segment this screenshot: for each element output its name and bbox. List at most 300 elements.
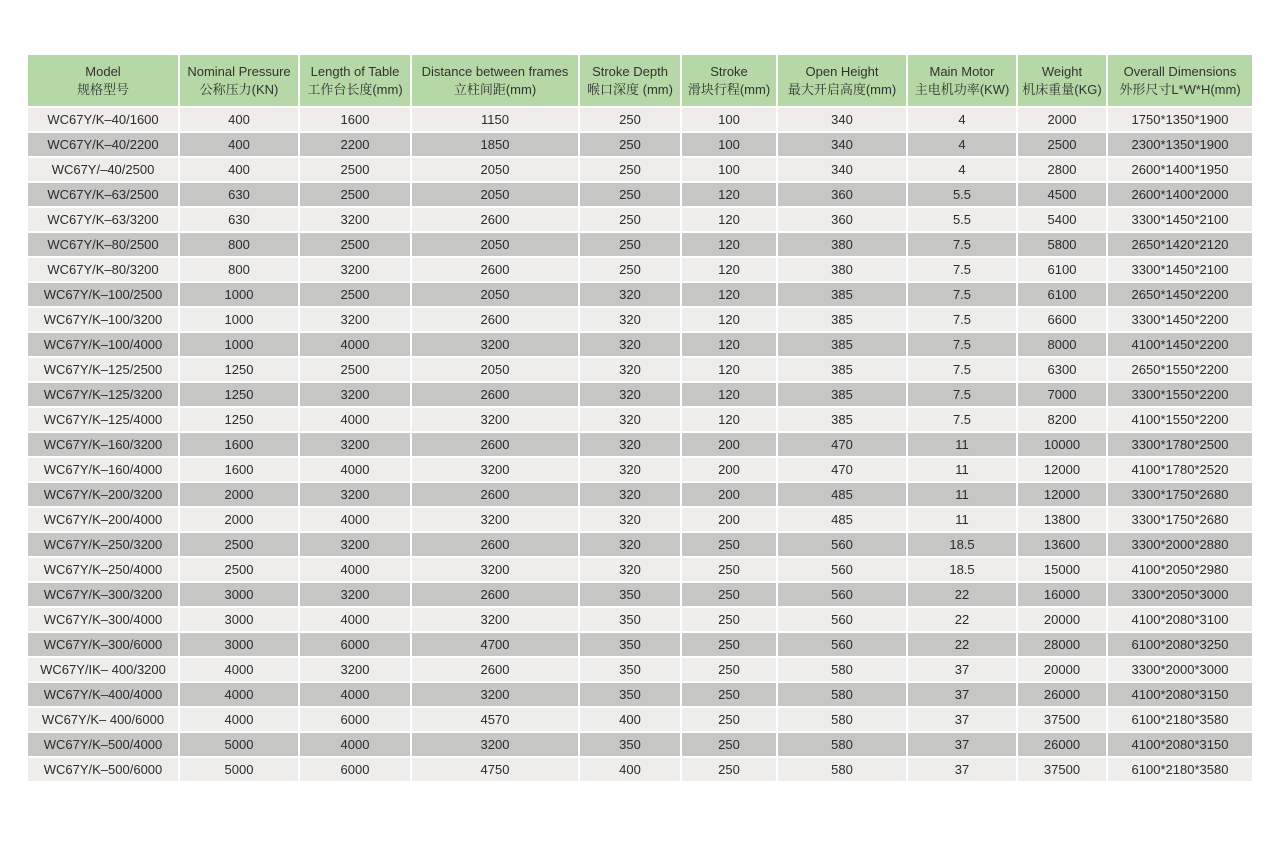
- cell-main-motor: 7.5: [908, 308, 1016, 331]
- cell-stroke-depth: 400: [580, 758, 680, 781]
- cell-length-of-table: 4000: [300, 458, 410, 481]
- cell-distance-between-frames: 1150: [412, 108, 578, 131]
- header-row: [28, 55, 1252, 106]
- cell-main-motor: 18.5: [908, 533, 1016, 556]
- cell-stroke: 100: [682, 158, 776, 181]
- cell-length-of-table: 6000: [300, 708, 410, 731]
- cell-stroke: 250: [682, 633, 776, 656]
- cell-nominal-pressure: 3000: [180, 583, 298, 606]
- cell-distance-between-frames: 2600: [412, 483, 578, 506]
- cell-weight: 6600: [1018, 308, 1106, 331]
- cell-length-of-table: 4000: [300, 558, 410, 581]
- cell-weight: 26000: [1018, 683, 1106, 706]
- cell-open-height: 580: [778, 733, 906, 756]
- cell-overall-dimensions: 3300*1750*2680: [1108, 508, 1252, 531]
- table-row: [28, 333, 1252, 356]
- cell-length-of-table: 3200: [300, 533, 410, 556]
- header-label-zh: 喉口深度 (mm): [587, 81, 673, 97]
- cell-model: WC67Y/K–125/2500: [28, 358, 178, 381]
- cell-distance-between-frames: 3200: [412, 408, 578, 431]
- cell-nominal-pressure: 400: [180, 158, 298, 181]
- cell-length-of-table: 2500: [300, 283, 410, 306]
- cell-open-height: 380: [778, 258, 906, 281]
- cell-stroke-depth: 320: [580, 458, 680, 481]
- cell-distance-between-frames: 3200: [412, 558, 578, 581]
- cell-stroke: 120: [682, 333, 776, 356]
- cell-nominal-pressure: 400: [180, 108, 298, 131]
- cell-stroke: 200: [682, 458, 776, 481]
- header-label-zh: 公称压力(KN): [199, 81, 279, 97]
- cell-model: WC67Y/K–200/4000: [28, 508, 178, 531]
- cell-distance-between-frames: 4700: [412, 633, 578, 656]
- header-label-zh: 滑块行程(mm): [687, 81, 771, 97]
- cell-stroke-depth: 320: [580, 283, 680, 306]
- table-row: [28, 258, 1252, 281]
- cell-overall-dimensions: 2300*1350*1900: [1108, 133, 1252, 156]
- header-cell-model: [28, 55, 178, 106]
- cell-distance-between-frames: 3200: [412, 608, 578, 631]
- cell-overall-dimensions: 3300*2000*2880: [1108, 533, 1252, 556]
- cell-open-height: 580: [778, 758, 906, 781]
- cell-nominal-pressure: 1000: [180, 308, 298, 331]
- cell-open-height: 360: [778, 183, 906, 206]
- cell-stroke-depth: 400: [580, 708, 680, 731]
- cell-main-motor: 7.5: [908, 358, 1016, 381]
- cell-distance-between-frames: 2050: [412, 358, 578, 381]
- cell-distance-between-frames: 3200: [412, 333, 578, 356]
- cell-length-of-table: 4000: [300, 683, 410, 706]
- cell-model: WC67Y/K–100/4000: [28, 333, 178, 356]
- cell-main-motor: 37: [908, 758, 1016, 781]
- cell-weight: 20000: [1018, 658, 1106, 681]
- cell-length-of-table: 4000: [300, 408, 410, 431]
- cell-weight: 12000: [1018, 483, 1106, 506]
- cell-stroke: 120: [682, 308, 776, 331]
- table-row: [28, 658, 1252, 681]
- cell-weight: 16000: [1018, 583, 1106, 606]
- cell-stroke-depth: 320: [580, 558, 680, 581]
- cell-model: WC67Y/K–160/3200: [28, 433, 178, 456]
- cell-overall-dimensions: 3300*2000*3000: [1108, 658, 1252, 681]
- cell-distance-between-frames: 2600: [412, 308, 578, 331]
- cell-stroke-depth: 250: [580, 233, 680, 256]
- cell-distance-between-frames: 3200: [412, 683, 578, 706]
- cell-main-motor: 22: [908, 633, 1016, 656]
- cell-overall-dimensions: 6100*2180*3580: [1108, 708, 1252, 731]
- cell-distance-between-frames: 4750: [412, 758, 578, 781]
- header-label-en: Model: [85, 63, 121, 79]
- table-row: [28, 458, 1252, 481]
- header-cell-stroke-depth: [580, 55, 680, 106]
- cell-length-of-table: 3200: [300, 483, 410, 506]
- cell-overall-dimensions: 2600*1400*2000: [1108, 183, 1252, 206]
- cell-stroke-depth: 350: [580, 608, 680, 631]
- cell-open-height: 485: [778, 508, 906, 531]
- cell-model: WC67Y/IK– 400/3200: [28, 658, 178, 681]
- table-row: [28, 758, 1252, 781]
- cell-stroke-depth: 320: [580, 408, 680, 431]
- cell-model: WC67Y/K–100/2500: [28, 283, 178, 306]
- cell-nominal-pressure: 1600: [180, 458, 298, 481]
- header-label-en: Stroke Depth: [592, 63, 668, 79]
- cell-weight: 2000: [1018, 108, 1106, 131]
- cell-model: WC67Y/–40/2500: [28, 158, 178, 181]
- cell-length-of-table: 2200: [300, 133, 410, 156]
- cell-model: WC67Y/K–300/3200: [28, 583, 178, 606]
- cell-distance-between-frames: 1850: [412, 133, 578, 156]
- cell-distance-between-frames: 3200: [412, 458, 578, 481]
- header-cell-length-of-table: [300, 55, 410, 106]
- cell-stroke: 120: [682, 183, 776, 206]
- cell-overall-dimensions: 3300*1450*2200: [1108, 308, 1252, 331]
- cell-model: WC67Y/K–250/4000: [28, 558, 178, 581]
- cell-stroke-depth: 320: [580, 383, 680, 406]
- cell-stroke: 250: [682, 733, 776, 756]
- cell-nominal-pressure: 3000: [180, 608, 298, 631]
- cell-open-height: 580: [778, 658, 906, 681]
- cell-stroke: 120: [682, 233, 776, 256]
- table-row: [28, 133, 1252, 156]
- cell-nominal-pressure: 5000: [180, 758, 298, 781]
- header-cell-weight: [1018, 55, 1106, 106]
- cell-overall-dimensions: 3300*1550*2200: [1108, 383, 1252, 406]
- cell-stroke-depth: 350: [580, 633, 680, 656]
- cell-main-motor: 4: [908, 158, 1016, 181]
- cell-weight: 26000: [1018, 733, 1106, 756]
- cell-open-height: 470: [778, 458, 906, 481]
- cell-model: WC67Y/K–125/3200: [28, 383, 178, 406]
- cell-model: WC67Y/K–400/4000: [28, 683, 178, 706]
- table-row: [28, 108, 1252, 131]
- cell-weight: 4500: [1018, 183, 1106, 206]
- cell-length-of-table: 3200: [300, 583, 410, 606]
- cell-overall-dimensions: 4100*2050*2980: [1108, 558, 1252, 581]
- cell-weight: 12000: [1018, 458, 1106, 481]
- table-row: [28, 358, 1252, 381]
- cell-length-of-table: 4000: [300, 733, 410, 756]
- table-row: [28, 383, 1252, 406]
- cell-stroke: 100: [682, 108, 776, 131]
- cell-weight: 8200: [1018, 408, 1106, 431]
- cell-model: WC67Y/K–125/4000: [28, 408, 178, 431]
- cell-length-of-table: 6000: [300, 633, 410, 656]
- header-cell-overall-dimensions: [1108, 55, 1252, 106]
- cell-model: WC67Y/K–250/3200: [28, 533, 178, 556]
- table-row: [28, 708, 1252, 731]
- cell-open-height: 560: [778, 633, 906, 656]
- cell-main-motor: 5.5: [908, 183, 1016, 206]
- cell-distance-between-frames: 2600: [412, 208, 578, 231]
- cell-length-of-table: 6000: [300, 758, 410, 781]
- cell-stroke: 120: [682, 208, 776, 231]
- cell-main-motor: 37: [908, 708, 1016, 731]
- cell-overall-dimensions: 3300*1780*2500: [1108, 433, 1252, 456]
- header-label-zh: 规格型号: [76, 81, 129, 97]
- table-row: [28, 308, 1252, 331]
- cell-length-of-table: 2500: [300, 183, 410, 206]
- cell-weight: 37500: [1018, 758, 1106, 781]
- cell-main-motor: 18.5: [908, 558, 1016, 581]
- header-label-zh: 立柱间距(mm): [453, 81, 537, 97]
- header-label-zh: 外形尺寸L*W*H(mm): [1119, 81, 1241, 97]
- cell-stroke: 250: [682, 758, 776, 781]
- cell-overall-dimensions: 1750*1350*1900: [1108, 108, 1252, 131]
- cell-stroke-depth: 320: [580, 308, 680, 331]
- cell-nominal-pressure: 400: [180, 133, 298, 156]
- cell-main-motor: 7.5: [908, 408, 1016, 431]
- table-row: [28, 533, 1252, 556]
- cell-overall-dimensions: 4100*2080*3150: [1108, 683, 1252, 706]
- cell-stroke: 250: [682, 583, 776, 606]
- cell-length-of-table: 4000: [300, 508, 410, 531]
- cell-overall-dimensions: 4100*1550*2200: [1108, 408, 1252, 431]
- table-row: [28, 733, 1252, 756]
- cell-overall-dimensions: 4100*1450*2200: [1108, 333, 1252, 356]
- cell-nominal-pressure: 1600: [180, 433, 298, 456]
- cell-open-height: 380: [778, 233, 906, 256]
- header-label-en: Open Height: [805, 63, 879, 79]
- cell-distance-between-frames: 2600: [412, 383, 578, 406]
- cell-weight: 13600: [1018, 533, 1106, 556]
- cell-length-of-table: 4000: [300, 333, 410, 356]
- table-row: [28, 233, 1252, 256]
- cell-model: WC67Y/K–200/3200: [28, 483, 178, 506]
- cell-weight: 7000: [1018, 383, 1106, 406]
- cell-nominal-pressure: 4000: [180, 658, 298, 681]
- cell-overall-dimensions: 3300*2050*3000: [1108, 583, 1252, 606]
- cell-stroke-depth: 320: [580, 533, 680, 556]
- cell-weight: 6100: [1018, 258, 1106, 281]
- cell-open-height: 385: [778, 383, 906, 406]
- cell-stroke-depth: 350: [580, 583, 680, 606]
- cell-stroke-depth: 250: [580, 158, 680, 181]
- cell-weight: 13800: [1018, 508, 1106, 531]
- cell-stroke: 250: [682, 608, 776, 631]
- header-label-en: Nominal Pressure: [187, 63, 291, 79]
- table-row: [28, 208, 1252, 231]
- cell-nominal-pressure: 630: [180, 183, 298, 206]
- header-label-zh: 最大开启高度(mm): [787, 81, 897, 97]
- table-row: [28, 608, 1252, 631]
- cell-stroke-depth: 350: [580, 733, 680, 756]
- cell-open-height: 340: [778, 158, 906, 181]
- cell-weight: 6100: [1018, 283, 1106, 306]
- cell-nominal-pressure: 2500: [180, 533, 298, 556]
- cell-length-of-table: 3200: [300, 208, 410, 231]
- cell-distance-between-frames: 2050: [412, 233, 578, 256]
- table-row: [28, 558, 1252, 581]
- cell-open-height: 580: [778, 683, 906, 706]
- cell-distance-between-frames: 2050: [412, 283, 578, 306]
- header-label-en: Overall Dimensions: [1123, 63, 1237, 79]
- cell-overall-dimensions: 4100*2080*3100: [1108, 608, 1252, 631]
- cell-open-height: 385: [778, 333, 906, 356]
- cell-open-height: 560: [778, 558, 906, 581]
- cell-model: WC67Y/K–500/6000: [28, 758, 178, 781]
- header-cell-open-height: [778, 55, 906, 106]
- cell-stroke-depth: 320: [580, 508, 680, 531]
- cell-nominal-pressure: 630: [180, 208, 298, 231]
- cell-weight: 6300: [1018, 358, 1106, 381]
- cell-stroke-depth: 350: [580, 658, 680, 681]
- cell-distance-between-frames: 2600: [412, 433, 578, 456]
- cell-main-motor: 11: [908, 483, 1016, 506]
- header-cell-main-motor: [908, 55, 1016, 106]
- cell-main-motor: 7.5: [908, 258, 1016, 281]
- cell-nominal-pressure: 1250: [180, 358, 298, 381]
- cell-stroke-depth: 320: [580, 333, 680, 356]
- cell-stroke: 120: [682, 258, 776, 281]
- cell-length-of-table: 4000: [300, 608, 410, 631]
- cell-distance-between-frames: 2050: [412, 158, 578, 181]
- cell-nominal-pressure: 1250: [180, 383, 298, 406]
- table-row: [28, 433, 1252, 456]
- header-label-zh: 机床重量(KG): [1022, 81, 1102, 97]
- cell-model: WC67Y/K–160/4000: [28, 458, 178, 481]
- cell-main-motor: 37: [908, 733, 1016, 756]
- table-row: [28, 408, 1252, 431]
- cell-nominal-pressure: 1250: [180, 408, 298, 431]
- cell-stroke-depth: 320: [580, 433, 680, 456]
- cell-nominal-pressure: 2000: [180, 508, 298, 531]
- cell-stroke: 250: [682, 533, 776, 556]
- cell-model: WC67Y/K–63/3200: [28, 208, 178, 231]
- cell-overall-dimensions: 3300*1450*2100: [1108, 208, 1252, 231]
- cell-nominal-pressure: 1000: [180, 333, 298, 356]
- cell-stroke-depth: 320: [580, 358, 680, 381]
- cell-nominal-pressure: 800: [180, 258, 298, 281]
- cell-stroke-depth: 250: [580, 108, 680, 131]
- cell-model: WC67Y/K–80/2500: [28, 233, 178, 256]
- cell-weight: 2800: [1018, 158, 1106, 181]
- cell-weight: 2500: [1018, 133, 1106, 156]
- cell-length-of-table: 2500: [300, 233, 410, 256]
- cell-open-height: 560: [778, 583, 906, 606]
- cell-nominal-pressure: 2500: [180, 558, 298, 581]
- table-row: [28, 183, 1252, 206]
- cell-distance-between-frames: 2600: [412, 533, 578, 556]
- cell-model: WC67Y/K–40/2200: [28, 133, 178, 156]
- cell-distance-between-frames: 2600: [412, 258, 578, 281]
- cell-stroke: 120: [682, 383, 776, 406]
- header-cell-distance-between-frames: [412, 55, 578, 106]
- header-cell-nominal-pressure: [180, 55, 298, 106]
- cell-overall-dimensions: 2650*1450*2200: [1108, 283, 1252, 306]
- cell-model: WC67Y/K–40/1600: [28, 108, 178, 131]
- cell-length-of-table: 2500: [300, 358, 410, 381]
- cell-main-motor: 11: [908, 508, 1016, 531]
- cell-length-of-table: 1600: [300, 108, 410, 131]
- cell-length-of-table: 3200: [300, 658, 410, 681]
- cell-nominal-pressure: 4000: [180, 708, 298, 731]
- cell-stroke: 200: [682, 433, 776, 456]
- header-label-zh: 工作台长度(mm): [307, 81, 403, 97]
- cell-model: WC67Y/K–100/3200: [28, 308, 178, 331]
- cell-open-height: 560: [778, 608, 906, 631]
- cell-model: WC67Y/K–63/2500: [28, 183, 178, 206]
- cell-open-height: 580: [778, 708, 906, 731]
- table-row: [28, 683, 1252, 706]
- cell-open-height: 385: [778, 308, 906, 331]
- table-row: [28, 633, 1252, 656]
- cell-model: WC67Y/K– 400/6000: [28, 708, 178, 731]
- cell-weight: 37500: [1018, 708, 1106, 731]
- cell-weight: 10000: [1018, 433, 1106, 456]
- machine-spec-table: [26, 53, 1254, 783]
- cell-distance-between-frames: 4570: [412, 708, 578, 731]
- cell-open-height: 385: [778, 358, 906, 381]
- header-label-en: Distance between frames: [421, 63, 569, 79]
- cell-open-height: 360: [778, 208, 906, 231]
- cell-overall-dimensions: 6100*2180*3580: [1108, 758, 1252, 781]
- table-header: [28, 55, 1252, 106]
- cell-main-motor: 7.5: [908, 233, 1016, 256]
- header-cell-stroke: [682, 55, 776, 106]
- cell-length-of-table: 3200: [300, 383, 410, 406]
- table-row: [28, 158, 1252, 181]
- table-row: [28, 508, 1252, 531]
- table-row: [28, 583, 1252, 606]
- cell-distance-between-frames: 2600: [412, 583, 578, 606]
- cell-weight: 15000: [1018, 558, 1106, 581]
- cell-weight: 8000: [1018, 333, 1106, 356]
- cell-stroke-depth: 350: [580, 683, 680, 706]
- cell-overall-dimensions: 2650*1550*2200: [1108, 358, 1252, 381]
- cell-stroke: 200: [682, 483, 776, 506]
- cell-stroke-depth: 250: [580, 183, 680, 206]
- header-label-en: Main Motor: [929, 63, 995, 79]
- cell-length-of-table: 3200: [300, 308, 410, 331]
- cell-weight: 5800: [1018, 233, 1106, 256]
- cell-main-motor: 7.5: [908, 283, 1016, 306]
- header-label-en: Length of Table: [310, 63, 400, 79]
- cell-model: WC67Y/K–80/3200: [28, 258, 178, 281]
- cell-nominal-pressure: 3000: [180, 633, 298, 656]
- cell-length-of-table: 3200: [300, 433, 410, 456]
- cell-nominal-pressure: 2000: [180, 483, 298, 506]
- cell-stroke: 120: [682, 358, 776, 381]
- cell-stroke-depth: 250: [580, 133, 680, 156]
- cell-main-motor: 37: [908, 658, 1016, 681]
- cell-stroke: 250: [682, 683, 776, 706]
- cell-stroke: 250: [682, 658, 776, 681]
- cell-stroke-depth: 250: [580, 258, 680, 281]
- cell-open-height: 560: [778, 533, 906, 556]
- cell-overall-dimensions: 2600*1400*1950: [1108, 158, 1252, 181]
- cell-overall-dimensions: 3300*1750*2680: [1108, 483, 1252, 506]
- cell-length-of-table: 3200: [300, 258, 410, 281]
- cell-stroke: 200: [682, 508, 776, 531]
- table-row: [28, 483, 1252, 506]
- cell-open-height: 340: [778, 108, 906, 131]
- cell-stroke: 250: [682, 558, 776, 581]
- cell-main-motor: 4: [908, 108, 1016, 131]
- cell-weight: 28000: [1018, 633, 1106, 656]
- cell-nominal-pressure: 800: [180, 233, 298, 256]
- cell-overall-dimensions: 4100*2080*3150: [1108, 733, 1252, 756]
- cell-main-motor: 5.5: [908, 208, 1016, 231]
- cell-length-of-table: 2500: [300, 158, 410, 181]
- cell-main-motor: 22: [908, 608, 1016, 631]
- cell-main-motor: 7.5: [908, 333, 1016, 356]
- cell-open-height: 385: [778, 283, 906, 306]
- cell-model: WC67Y/K–500/4000: [28, 733, 178, 756]
- cell-main-motor: 11: [908, 458, 1016, 481]
- cell-stroke: 100: [682, 133, 776, 156]
- cell-main-motor: 11: [908, 433, 1016, 456]
- cell-nominal-pressure: 1000: [180, 283, 298, 306]
- cell-stroke-depth: 250: [580, 208, 680, 231]
